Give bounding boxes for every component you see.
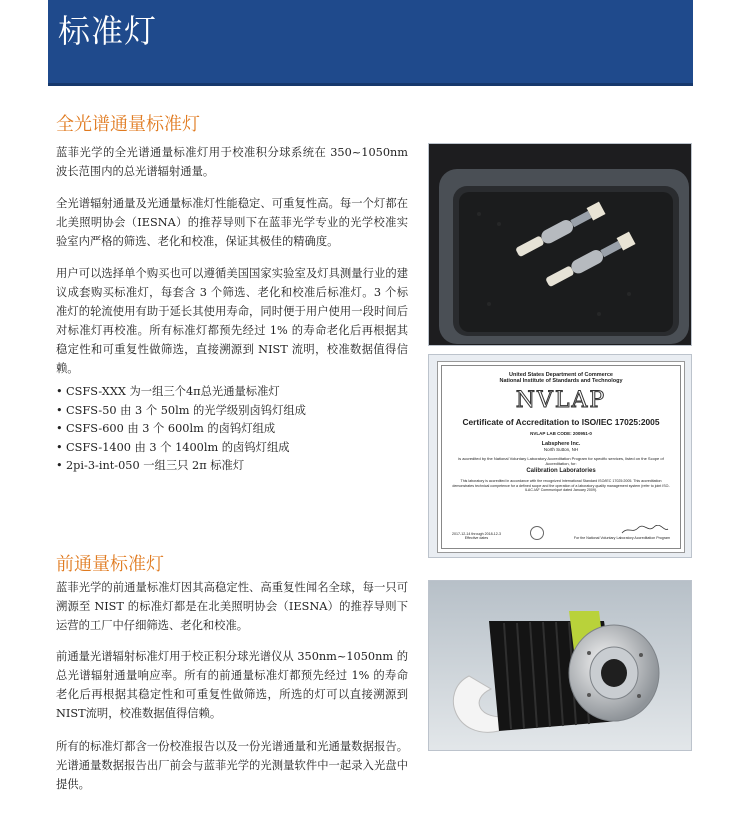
certificate-dept: United States Department of Commerce: [509, 372, 613, 378]
certificate-title: Certificate of Accreditation to ISO/IEC 17025:2005: [462, 417, 660, 427]
lamp-model-list: [56, 383, 416, 476]
section2-paragraph-1: 蓝菲光学的前通量标准灯因其高稳定性、高重复性闻名全球，每一只可溯源至 NIST 的标准灯都是在北美照明协会（IESNA）的推荐导则下运营的工厂中仔细筛选、老化和校准。: [56, 581, 408, 632]
page-title: 标准灯: [58, 12, 158, 50]
nvlap-logo: NVLAP: [515, 388, 607, 413]
section2-paragraph-3: 所有的标准灯都含一份校准报告以及一份光谱通量和光通量数据报告。光谱通量数据报告出厂前会与蓝菲光学的光测量软件中一起录入光盘中提供。: [56, 740, 408, 791]
forward-flux-lamp-photo: [428, 580, 692, 751]
certificate-statement: This laboratory is accredited in accordance with the recognized International Standard ISO/IEC 17025:2005. This accreditation demonstrates technical competence for a defined scope and the operation of a laboratory quality management system (refer to joint ISO-ILAC-IAF Communiqué dated January 2009).: [452, 479, 670, 492]
lamp-case-illustration: [429, 144, 692, 346]
list-item: • CSFS-600 由 3 个 600lm 的卤钨灯组成: [56, 420, 416, 439]
certificate-effective-label: Effective dates: [464, 536, 489, 540]
list-item: • CSFS-1400 由 3 个 1400lm 的卤钨灯组成: [56, 439, 416, 458]
certificate-dates: 2017-12-14 through 2018-12-3: [452, 532, 501, 536]
signature-icon: [620, 525, 670, 535]
certificate-lab-code: NVLAP LAB CODE: 200951-0: [530, 431, 592, 436]
certificate-institute: National Institute of Standards and Technology: [499, 378, 623, 384]
accreditation-certificate: [441, 365, 681, 549]
header-bar: [48, 0, 693, 86]
certificate-footer: [452, 525, 670, 540]
forward-flux-lamp-illustration: [429, 581, 692, 751]
list-item: • 2pi-3-int-050 一组三只 2π 标准灯: [56, 457, 416, 476]
section1-paragraph-2: 全光谱辐射通量及光通量标准灯性能稳定、可重复性高。每一个灯都在北美照明协会（IESNA）的推荐导则下在蓝菲光学专业的光学校准实验室内严格的筛选、老化和校准，保证其极佳的精确度。: [56, 197, 408, 248]
list-item: • CSFS-50 由 3 个 50lm 的光学级别卤钨灯组成: [56, 402, 416, 421]
section-title-forward-flux: 前通量标准灯: [56, 554, 164, 575]
certificate-field: Calibration Laboratories: [526, 468, 596, 474]
certificate-signer: For the National Voluntary Laboratory Accreditation Program: [573, 536, 670, 540]
seal-icon: [530, 526, 544, 540]
certificate-photo: [428, 354, 692, 558]
section-title-full-spectrum: 全光谱通量标准灯: [56, 114, 200, 135]
certificate-accredited-text: is accredited by the National Voluntary Laboratory Accreditation Program for specific services, listed on the Scope of Accreditation, for:: [458, 456, 664, 466]
section1-paragraph-1: 蓝菲光学的全光谱通量标准灯用于校准积分球系统在 350~1050nm 波长范围内的总光谱辐射通量。: [56, 146, 408, 178]
section1-paragraph-3: 用户可以选择单个购买也可以遵循美国国家实验室及灯具测量行业的建议成套购买标准灯，每套含 3 个筛选、老化和校准后标准灯。3 个标准灯的轮流使用有助于延长其使用寿命，同时便于用户使用一段时间后对标准灯再校准。所有标准灯都预先经过 1% 的寿命老化后再根据其稳定性和可重复性做筛选，直接溯源到 NIST 流明，校准数据值得信赖。: [56, 267, 408, 375]
certificate-org: Labsphere Inc.: [541, 441, 581, 447]
certificate-location: North Sutton, NH: [543, 447, 579, 452]
list-item: • CSFS-XXX 为一组三个4π总光通量标准灯: [56, 383, 416, 402]
section2-paragraph-2: 前通量光谱辐射标准灯用于校正积分球光谱仪从 350nm~1050nm 的总光谱辐射通量响应率。所有的前通量标准灯都预先经过 1% 的寿命老化后再根据其稳定性和可重复性做筛选，所选的灯可以直接溯源到NIST流明，校准数据值得信赖。: [56, 650, 408, 720]
lamp-case-photo: [428, 143, 692, 346]
